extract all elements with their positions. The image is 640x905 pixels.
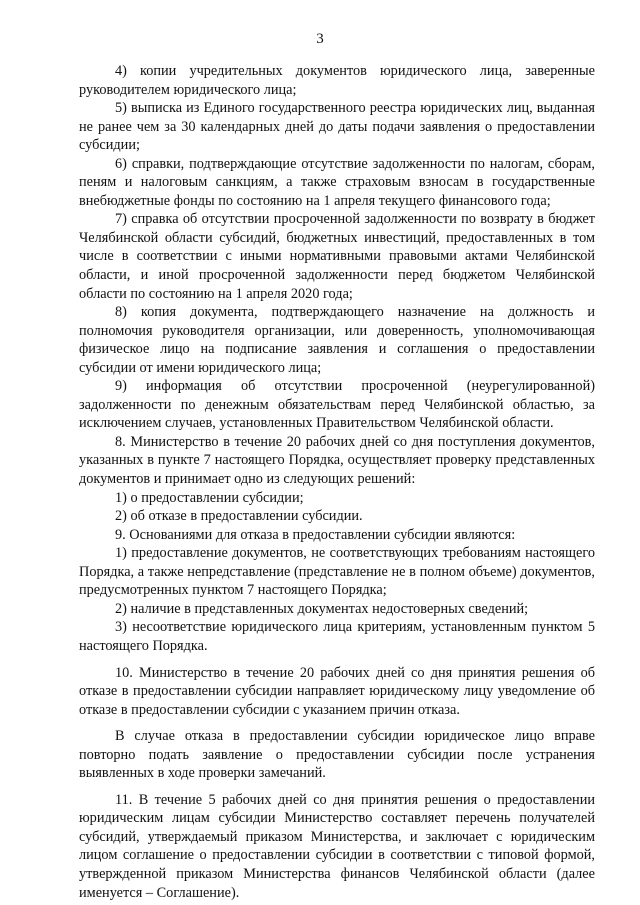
paragraph-clause-11: 11. В течение 5 рабочих дней со дня принятия решения о предоставлении юридическим лицам субсидии Министерство составляет перечень получателей субсидий, утверждаемый приказом Министерства, и заключает с юридическим лицом соглашение о предоставлении субсидии в соответствии с типовой формой, утвержденной приказом Министерства финансов Челябинской области (далее именуется – Соглашение). [79, 791, 595, 901]
paragraph-clause-9-reason-3: 3) несоответствие юридического лица критериям, установленным пунктом 5 настоящего Порядка. [79, 619, 595, 654]
paragraph-clause-9-reason-1: 1) предоставление документов, не соответствующих требованиям настоящего Порядка, а также непредставление (представление не в полном объеме) документов, предусмотренных пунктом 7 настоящего Порядка; [79, 545, 595, 599]
paragraph-clause-10: 10. Министерство в течение 20 рабочих дней со дня принятия решения об отказе в предоставлении субсидии направляет юридическому лицу уведомление об отказе в предоставлении субсидии с указанием причин отказа. [79, 664, 595, 718]
paragraph-item-8: 8) копия документа, подтверждающего назначение на должность и полномочия руководителя организации, или доверенность, уполномочивающая физическое лицо на подписание заявления и соглашения о предоставлении субсидии от имени юридического лица; [79, 304, 595, 376]
paragraph-clause-8-option-1: 1) о предоставлении субсидии; [115, 489, 304, 506]
paragraph-item-4: 4) копии учредительных документов юридического лица, заверенные руководителем юридического лица; [79, 63, 595, 98]
page-number: 3 [316, 31, 324, 47]
paragraph-clause-10-refusal: В случае отказа в предоставлении субсидии юридическое лицо вправе повторно подать заявление о предоставлении субсидии после устранения выявленных в ходе проверки замечаний. [79, 728, 595, 782]
paragraph-clause-9: 9. Основаниями для отказа в предоставлении субсидии являются: [115, 526, 516, 543]
paragraph-item-7: 7) справка об отсутствии просроченной задолженности по возврату в бюджет Челябинской области субсидий, бюджетных инвестиций, предоставленных в том числе в соответствии с иными нормативными правовыми актами Челябинской области, и иной просроченной задолженности перед бюджетом Челябинской области по состоянию на 1 апреля 2020 года; [79, 211, 595, 302]
paragraph-clause-8-option-2: 2) об отказе в предоставлении субсидии. [115, 508, 363, 525]
paragraph-item-5: 5) выписка из Единого государственного реестра юридических лиц, выданная не ранее чем за 30 календарных дней до даты подачи заявления о предоставлении субсидии; [79, 100, 595, 154]
document-body [79, 62, 595, 902]
paragraph-clause-9-reason-2: 2) наличие в представленных документах недостоверных сведений; [115, 600, 529, 617]
paragraph-item-9: 9) информация об отсутствии просроченной (неурегулированной) задолженности по денежным обязательствам перед Челябинской областью, за исключением случаев, установленных Правительством Челябинской области. [79, 378, 595, 432]
paragraph-clause-8: 8. Министерство в течение 20 рабочих дней со дня поступления документов, указанных в пункте 7 настоящего Порядка, осуществляет проверку представленных документов и принимает одно из следующих решений: [79, 433, 595, 488]
paragraph-item-6: 6) справки, подтверждающие отсутствие задолженности по налогам, сборам, пеням и налоговым санкциям, а также страховым взносам в государственные внебюджетные фонды по состоянию на 1 апреля текущего финансового года; [79, 155, 595, 209]
